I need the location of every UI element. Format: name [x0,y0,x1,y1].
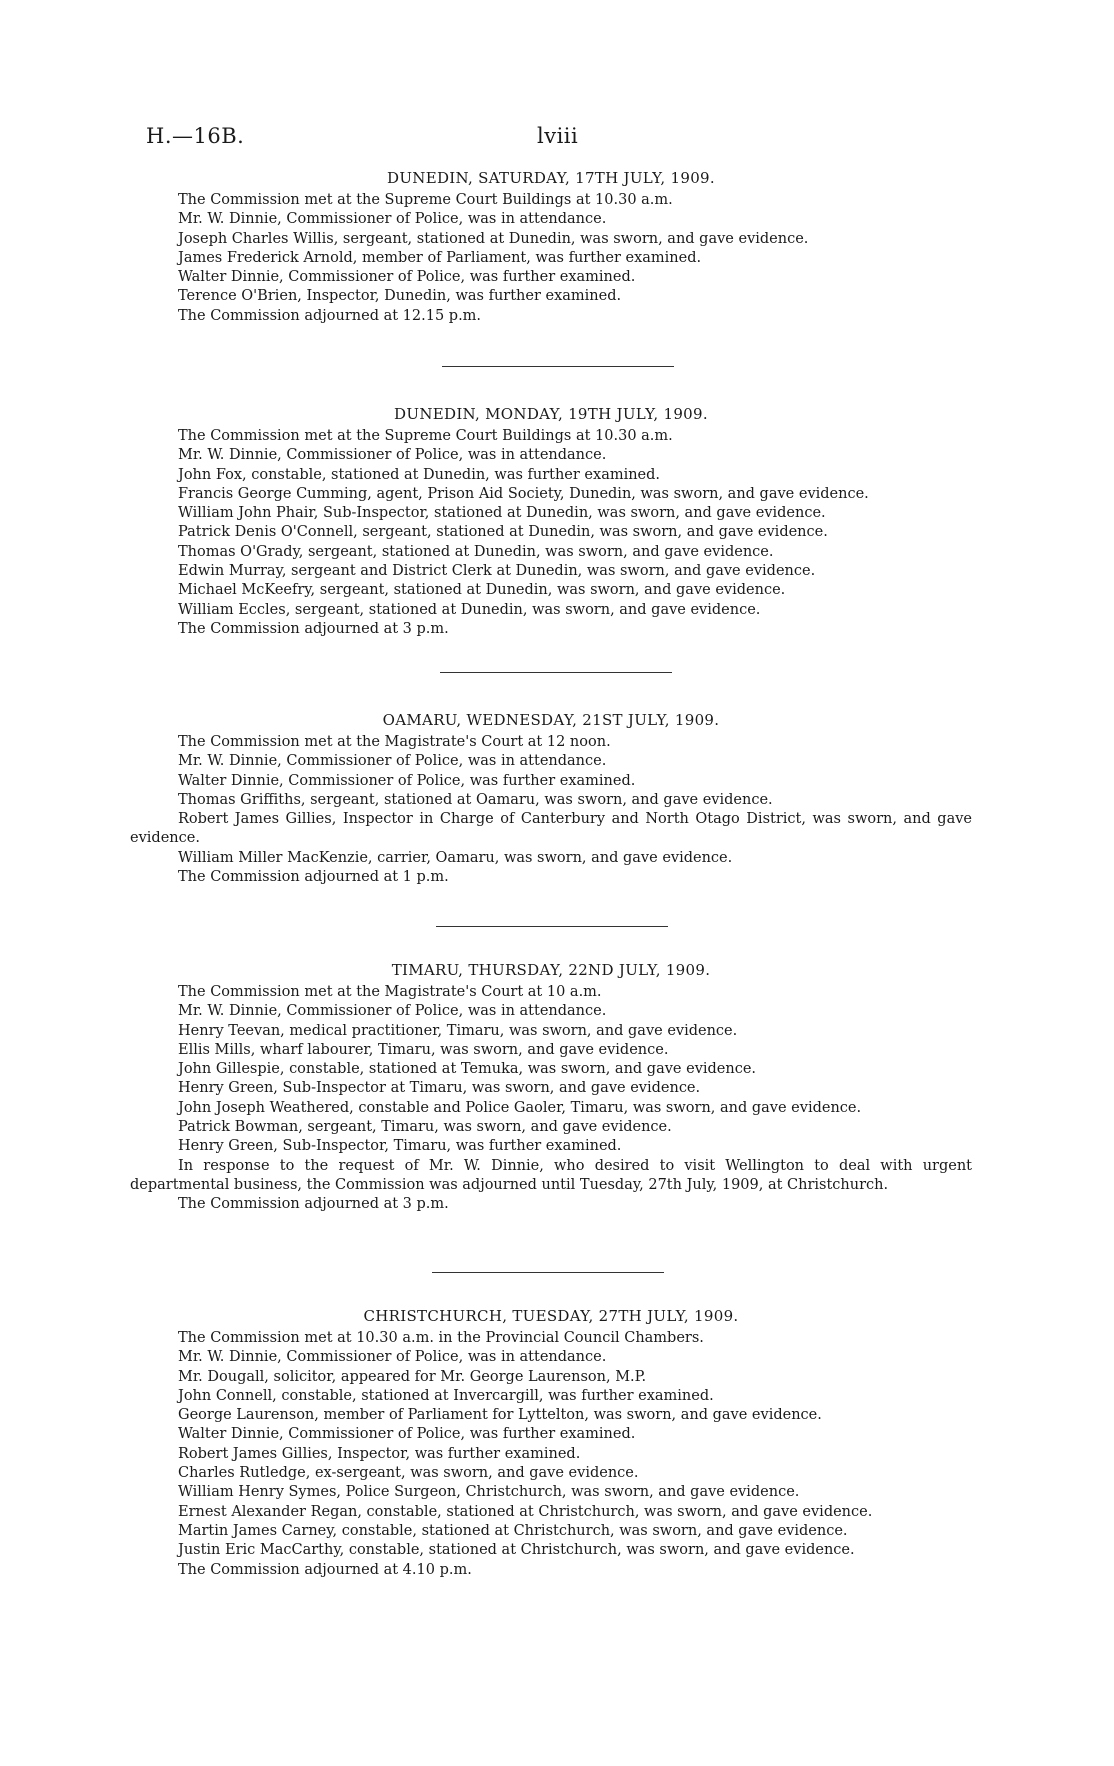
section-divider [436,926,668,927]
minute-line: Ernest Alexander Regan, constable, stationed at Christchurch, was sworn, and gave evidence. [178,1503,873,1520]
minute-line: Edwin Murray, sergeant and District Clerk at Dunedin, was sworn, and gave evidence. [178,563,816,580]
section-heading: DUNEDIN, SATURDAY, 17TH JULY, 1909. [387,169,715,187]
minute-line: Mr. W. Dinnie, Commissioner of Police, was in attendance. [178,447,607,464]
minute-line: Terence O'Brien, Inspector, Dunedin, was further examined. [178,288,622,305]
minute-line: Patrick Denis O'Connell, sergeant, stationed at Dunedin, was sworn, and gave evidence. [178,524,828,541]
minute-line: Henry Teevan, medical practitioner, Timaru, was sworn, and gave evidence. [178,1022,738,1039]
minute-line: Mr. W. Dinnie, Commissioner of Police, was in attendance. [178,1003,607,1020]
minute-line: Mr. W. Dinnie, Commissioner of Police, was in attendance. [178,1349,607,1366]
minute-line: William Eccles, sergeant, stationed at Dunedin, was sworn, and gave evidence. [178,601,761,618]
minute-line: Thomas O'Grady, sergeant, stationed at Dunedin, was sworn, and gave evidence. [178,543,774,560]
minute-line: The Commission met at 10.30 a.m. in the Provincial Council Chambers. [178,1330,704,1346]
minute-line: Henry Green, Sub-Inspector, Timaru, was further examined. [178,1138,622,1155]
minute-line: Justin Eric MacCarthy, constable, stationed at Christchurch, was sworn, and gave evidence. [178,1542,855,1559]
minute-line: William John Phair, Sub-Inspector, stationed at Dunedin, was sworn, and gave evidence. [178,505,826,522]
minute-line: George Laurenson, member of Parliament for Lyttelton, was sworn, and gave evidence. [178,1407,822,1424]
minute-line: John Fox, constable, stationed at Dunedin, was further examined. [178,466,661,483]
minute-line: Mr. Dougall, solicitor, appeared for Mr. George Laurenson, M.P. [178,1368,647,1385]
minute-line: Michael McKeefry, sergeant, stationed at Dunedin, was sworn, and gave evidence. [178,582,786,599]
minute-line: Patrick Bowman, sergeant, Timaru, was sworn, and gave evidence. [178,1119,672,1136]
minute-line: William Miller MacKenzie, carrier, Oamaru, was sworn, and gave evidence. [178,849,733,866]
minute-line: The Commission met at the Magistrate's Court at 10 a.m. [178,984,602,1000]
minute-line: Francis George Cumming, agent, Prison Aid Society, Dunedin, was sworn, and gave evidence. [178,485,869,502]
minute-line: Joseph Charles Willis, sergeant, stationed at Dunedin, was sworn, and gave evidence. [178,230,809,247]
section-heading: OAMARU, WEDNESDAY, 21ST JULY, 1909. [382,711,720,729]
minute-line: The Commission met at the Supreme Court Buildings at 10.30 a.m. [178,428,673,444]
section-heading: DUNEDIN, MONDAY, 19TH JULY, 1909. [394,405,708,423]
minute-line: William Henry Symes, Police Surgeon, Christchurch, was sworn, and gave evidence. [178,1484,800,1501]
minute-line: John Gillespie, constable, stationed at Temuka, was sworn, and gave evidence. [178,1061,757,1078]
minute-line: John Connell, constable, stationed at Invercargill, was further examined. [178,1387,714,1404]
minute-line: Walter Dinnie, Commissioner of Police, was further examined. [178,1426,636,1443]
minute-line: James Frederick Arnold, member of Parliament, was further examined. [178,249,702,266]
minute-line: Thomas Griffiths, sergeant, stationed at Oamaru, was sworn, and gave evidence. [178,791,773,808]
minute-line: The Commission adjourned at 1 p.m. [178,869,449,886]
sitting-section [130,1306,972,1580]
minute-line: Walter Dinnie, Commissioner of Police, was further examined. [178,269,636,286]
minute-line: Walter Dinnie, Commissioner of Police, was further examined. [178,772,636,789]
section-divider [442,366,674,367]
minute-line: The Commission adjourned at 3 p.m. [178,620,449,637]
minute-line: The Commission met at the Magistrate's Court at 12 noon. [178,734,611,750]
sitting-section [130,960,972,1215]
minute-line: Charles Rutledge, ex-sergeant, was sworn, and gave evidence. [178,1465,639,1482]
section-divider [440,672,672,673]
section-heading: TIMARU, THURSDAY, 22ND JULY, 1909. [391,961,711,979]
sitting-section [130,710,972,887]
minute-line: The Commission met at the Supreme Court Buildings at 10.30 a.m. [178,192,673,208]
section-heading: CHRISTCHURCH, TUESDAY, 27TH JULY, 1909. [363,1307,739,1325]
minute-line: Robert James Gillies, Inspector, was further examined. [178,1445,581,1462]
minute-line: Henry Green, Sub-Inspector at Timaru, was sworn, and gave evidence. [178,1080,701,1097]
minute-paragraph: In response to the request of Mr. W. Dinnie, who desired to visit Wellington to deal with urgent departmental business, the Commission was adjourned until Tuesday, 27th July, 1909, at Christchurch. [130,1157,972,1193]
minute-line: John Joseph Weathered, constable and Police Gaoler, Timaru, was sworn, and gave evidence. [178,1099,862,1116]
minute-line: Mr. W. Dinnie, Commissioner of Police, was in attendance. [178,211,607,228]
minute-paragraph: Robert James Gillies, Inspector in Charge of Canterbury and North Otago District, was sworn, and gave evidence. [130,811,972,847]
minute-line: The Commission adjourned at 12.15 p.m. [178,307,482,324]
page-number: lviii [537,124,579,148]
document-reference: H.—16B. [146,124,245,148]
minute-line: The Commission adjourned at 4.10 p.m. [178,1561,472,1578]
sitting-section [130,168,972,326]
minute-line: Mr. W. Dinnie, Commissioner of Police, was in attendance. [178,753,607,770]
minute-line: Ellis Mills, wharf labourer, Timaru, was sworn, and gave evidence. [178,1041,669,1058]
sitting-section [130,404,972,639]
minute-line: The Commission adjourned at 3 p.m. [178,1196,449,1213]
minute-line: Martin James Carney, constable, stationed at Christchurch, was sworn, and gave evidence. [178,1522,848,1539]
section-divider [432,1272,664,1273]
